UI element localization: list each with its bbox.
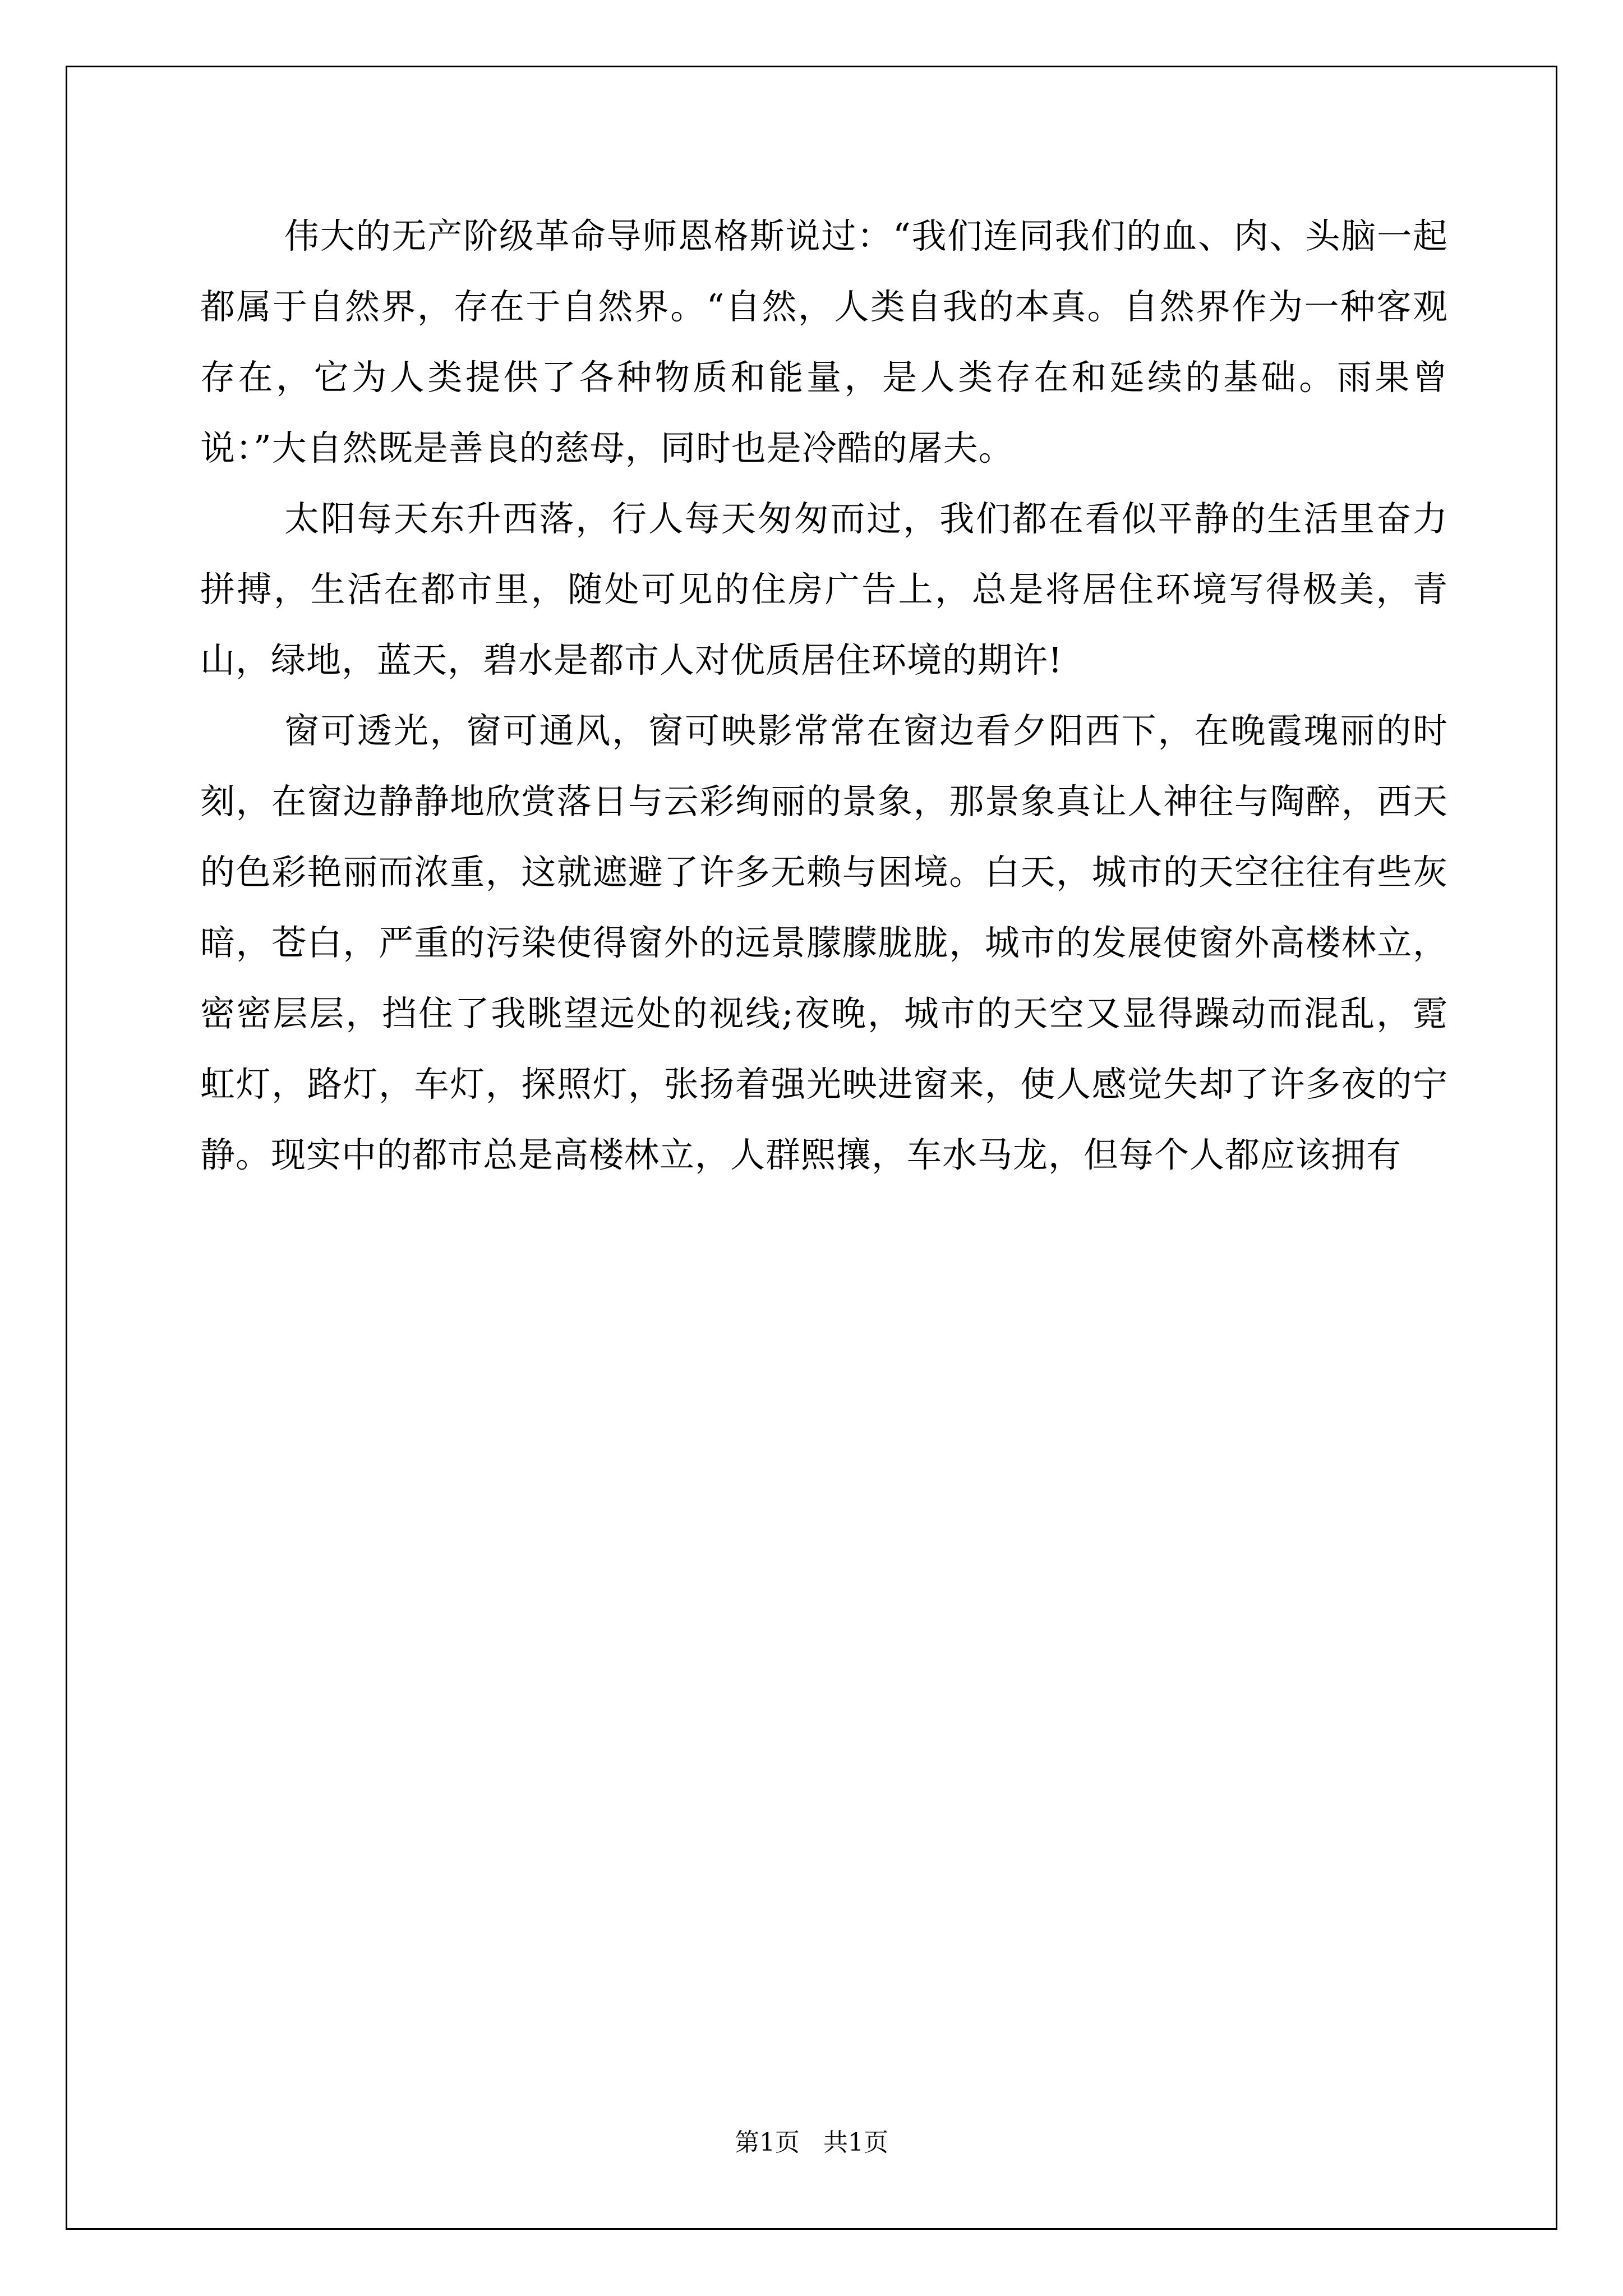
page-number: 第1页 [735,2128,800,2157]
page-footer [0,2126,1623,2160]
paragraph-2: 太阳每天东升西落，行人每天匆匆而过，我们都在看似平静的生活里奋力拼搏，生活在都市里，随处可见的住房广告上，总是将居住环境写得极美，青山，绿地，蓝天，碧水是都市人对优质居住环境的期许! [200,498,1448,680]
document-body [200,201,1448,1190]
paragraph-1: 伟大的无产阶级革命导师恩格斯说过：“我们连同我们的血、肉、头脑一起都属于自然界，存在于自然界。“自然，人类自我的本真。自然界作为一种客观存在，它为人类提供了各种物质和能量，是人类存在和延续的基础。雨果曾说：”大自然既是善良的慈母，同时也是冷酷的屠夫。 [200,215,1448,468]
page-total: 共1页 [823,2128,888,2157]
paragraph-3: 窗可透光，窗可通风，窗可映影常常在窗边看夕阳西下，在晚霞瑰丽的时刻，在窗边静静地欣赏落日与云彩绚丽的景象，那景象真让人神往与陶醉，西天的色彩艳丽而浓重，这就遮避了许多无赖与困境。白天，城市的天空往往有些灰暗，苍白，严重的污染使得窗外的远景朦朦胧胧，城市的发展使窗外高楼林立，密密层层，挡住了我眺望远处的视线;夜晚，城市的天空又显得躁动而混乱，霓虹灯，路灯，车灯，探照灯，张扬着强光映进窗来，使人感觉失却了许多夜的宁静。现实中的都市总是高楼林立，人群熙攘，车水马龙，但每个人都应该拥有 [200,710,1448,1175]
